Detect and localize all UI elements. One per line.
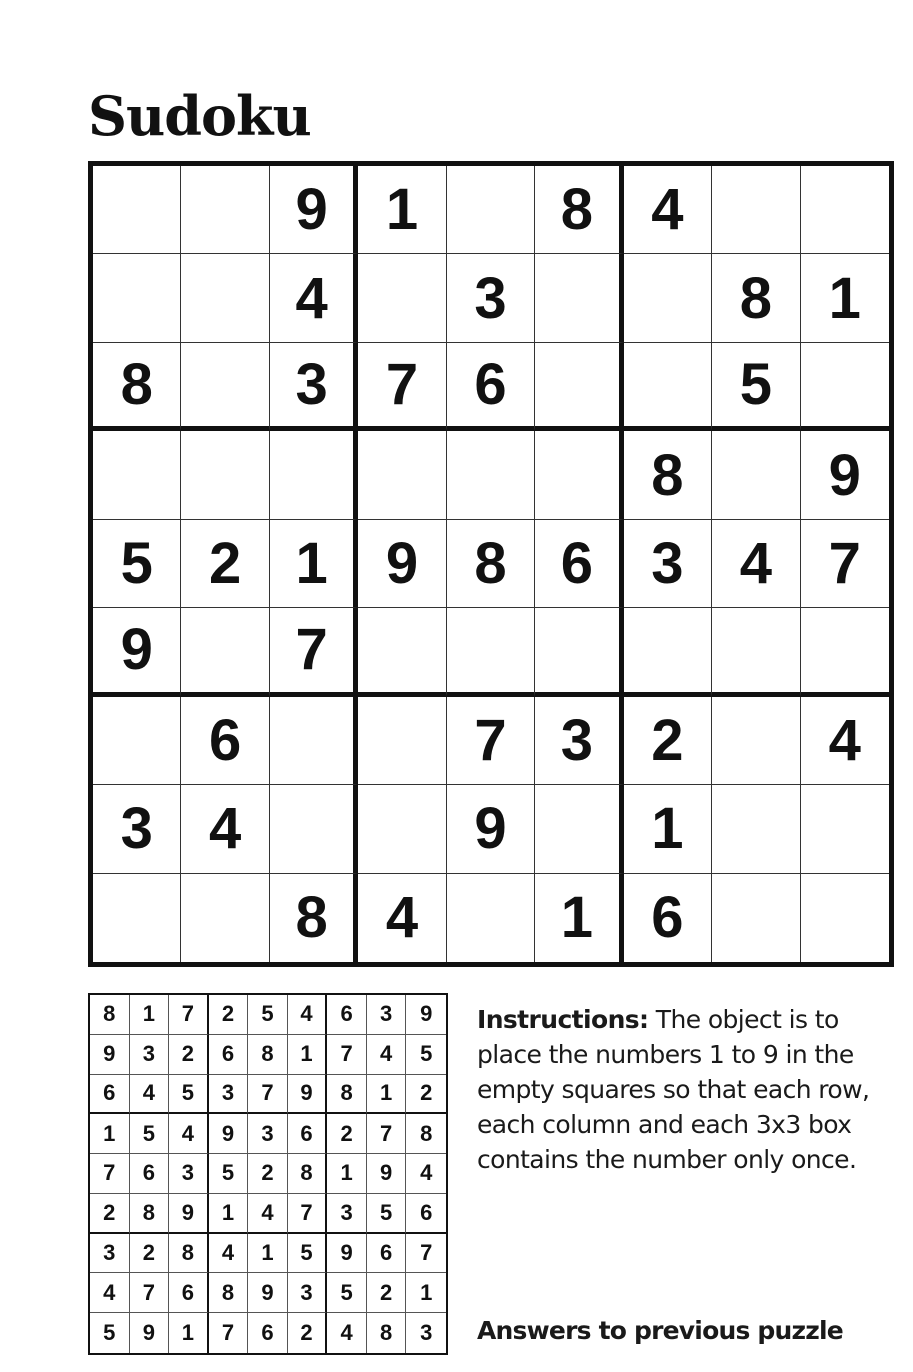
answer-cell-r3-c8: 1: [367, 1075, 407, 1115]
answer-cell-r6-c5: 4: [248, 1194, 288, 1234]
puzzle-cell-r6-c5[interactable]: [447, 608, 535, 696]
answer-cell-r7-c8: 6: [367, 1234, 407, 1274]
puzzle-cell-r9-c1[interactable]: [93, 874, 181, 962]
answer-cell-r1-c4: 2: [209, 995, 249, 1035]
answer-cell-r8-c8: 2: [367, 1273, 407, 1313]
answer-cell-r4-c2: 5: [130, 1114, 170, 1154]
instructions-label: Instructions:: [477, 1005, 649, 1034]
answer-cell-r5-c6: 8: [288, 1154, 328, 1194]
answer-cell-r8-c4: 8: [209, 1273, 249, 1313]
puzzle-cell-r1-c1[interactable]: [93, 166, 181, 254]
puzzle-cell-r1-c7: 4: [624, 166, 712, 254]
answer-cell-r9-c8: 8: [367, 1313, 407, 1353]
puzzle-cell-r4-c3[interactable]: [270, 431, 358, 519]
answer-cell-r3-c1: 6: [90, 1075, 130, 1115]
answer-cell-r6-c4: 1: [209, 1194, 249, 1234]
answer-cell-r4-c6: 6: [288, 1114, 328, 1154]
answer-cell-r7-c2: 2: [130, 1234, 170, 1274]
puzzle-cell-r7-c8[interactable]: [712, 697, 800, 785]
answer-cell-r3-c7: 8: [327, 1075, 367, 1115]
answer-cell-r8-c3: 6: [169, 1273, 209, 1313]
answer-cell-r7-c1: 3: [90, 1234, 130, 1274]
answer-cell-r7-c7: 9: [327, 1234, 367, 1274]
puzzle-cell-r3-c3: 3: [270, 343, 358, 431]
answer-cell-r2-c7: 7: [327, 1035, 367, 1075]
puzzle-cell-r2-c8: 8: [712, 254, 800, 342]
answer-cell-r5-c5: 2: [248, 1154, 288, 1194]
puzzle-cell-r4-c1[interactable]: [93, 431, 181, 519]
puzzle-cell-r1-c4: 1: [358, 166, 446, 254]
answer-cell-r8-c6: 3: [288, 1273, 328, 1313]
puzzle-cell-r5-c8: 4: [712, 520, 800, 608]
answer-cell-r1-c7: 6: [327, 995, 367, 1035]
answer-cell-r5-c9: 4: [406, 1154, 446, 1194]
answer-cell-r4-c9: 8: [406, 1114, 446, 1154]
answer-cell-r2-c4: 6: [209, 1035, 249, 1075]
puzzle-cell-r8-c9[interactable]: [801, 785, 889, 873]
puzzle-cell-r6-c1: 9: [93, 608, 181, 696]
puzzle-cell-r3-c5: 6: [447, 343, 535, 431]
answer-cell-r1-c9: 9: [406, 995, 446, 1035]
instructions-text: The object is to place the numbers 1 to 9 in the empty squares so that each row, each column and each 3x3 box contains the number only once.: [477, 1005, 870, 1174]
puzzle-cell-r5-c9: 7: [801, 520, 889, 608]
answer-cell-r1-c1: 8: [90, 995, 130, 1035]
puzzle-cell-r8-c2: 4: [181, 785, 269, 873]
puzzle-cell-r6-c4[interactable]: [358, 608, 446, 696]
answer-cell-r9-c2: 9: [130, 1313, 170, 1353]
puzzle-cell-r9-c4: 4: [358, 874, 446, 962]
answer-cell-r6-c9: 6: [406, 1194, 446, 1234]
answer-cell-r6-c3: 9: [169, 1194, 209, 1234]
answer-cell-r9-c3: 1: [169, 1313, 209, 1353]
puzzle-cell-r6-c7[interactable]: [624, 608, 712, 696]
answer-cell-r4-c8: 7: [367, 1114, 407, 1154]
puzzle-cell-r8-c3[interactable]: [270, 785, 358, 873]
puzzle-cell-r7-c3[interactable]: [270, 697, 358, 785]
answer-cell-r7-c6: 5: [288, 1234, 328, 1274]
puzzle-cell-r4-c7: 8: [624, 431, 712, 519]
answer-cell-r1-c5: 5: [248, 995, 288, 1035]
puzzle-cell-r4-c8[interactable]: [712, 431, 800, 519]
puzzle-cell-r9-c6: 1: [535, 874, 623, 962]
puzzle-cell-r7-c1[interactable]: [93, 697, 181, 785]
answer-cell-r2-c5: 8: [248, 1035, 288, 1075]
answer-cell-r4-c5: 3: [248, 1114, 288, 1154]
puzzle-cell-r2-c7[interactable]: [624, 254, 712, 342]
puzzle-cell-r1-c2[interactable]: [181, 166, 269, 254]
puzzle-cell-r2-c3: 4: [270, 254, 358, 342]
answer-cell-r5-c2: 6: [130, 1154, 170, 1194]
puzzle-cell-r5-c4: 9: [358, 520, 446, 608]
answer-cell-r2-c2: 3: [130, 1035, 170, 1075]
puzzle-cell-r9-c9[interactable]: [801, 874, 889, 962]
answer-cell-r7-c4: 4: [209, 1234, 249, 1274]
page-title: Sudoku: [88, 84, 311, 148]
puzzle-cell-r1-c6: 8: [535, 166, 623, 254]
puzzle-cell-r6-c3: 7: [270, 608, 358, 696]
puzzle-cell-r1-c3: 9: [270, 166, 358, 254]
answer-cell-r2-c1: 9: [90, 1035, 130, 1075]
answer-cell-r1-c3: 7: [169, 995, 209, 1035]
puzzle-cell-r6-c6[interactable]: [535, 608, 623, 696]
answer-cell-r7-c9: 7: [406, 1234, 446, 1274]
answer-cell-r3-c6: 9: [288, 1075, 328, 1115]
answer-cell-r4-c3: 4: [169, 1114, 209, 1154]
answer-cell-r2-c9: 5: [406, 1035, 446, 1075]
puzzle-cell-r2-c6[interactable]: [535, 254, 623, 342]
puzzle-cell-r5-c7: 3: [624, 520, 712, 608]
puzzle-cell-r2-c4[interactable]: [358, 254, 446, 342]
puzzle-cell-r5-c3: 1: [270, 520, 358, 608]
answers-caption: Answers to previous puzzle: [477, 1316, 843, 1345]
answer-cell-r9-c4: 7: [209, 1313, 249, 1353]
answer-cell-r9-c5: 6: [248, 1313, 288, 1353]
puzzle-cell-r2-c2[interactable]: [181, 254, 269, 342]
puzzle-cell-r4-c2[interactable]: [181, 431, 269, 519]
sudoku-puzzle-grid: [88, 161, 894, 967]
puzzle-cell-r4-c5[interactable]: [447, 431, 535, 519]
answer-cell-r6-c2: 8: [130, 1194, 170, 1234]
puzzle-cell-r9-c5[interactable]: [447, 874, 535, 962]
puzzle-cell-r7-c5: 7: [447, 697, 535, 785]
answer-cell-r6-c1: 2: [90, 1194, 130, 1234]
puzzle-cell-r9-c7: 6: [624, 874, 712, 962]
answer-cell-r8-c5: 9: [248, 1273, 288, 1313]
puzzle-cell-r5-c2: 2: [181, 520, 269, 608]
puzzle-cell-r3-c2[interactable]: [181, 343, 269, 431]
answer-cell-r5-c1: 7: [90, 1154, 130, 1194]
answer-cell-r3-c5: 7: [248, 1075, 288, 1115]
puzzle-cell-r1-c8[interactable]: [712, 166, 800, 254]
puzzle-cell-r3-c7[interactable]: [624, 343, 712, 431]
answer-cell-r2-c8: 4: [367, 1035, 407, 1075]
puzzle-cell-r3-c6[interactable]: [535, 343, 623, 431]
puzzle-cell-r7-c2: 6: [181, 697, 269, 785]
puzzle-cell-r1-c5[interactable]: [447, 166, 535, 254]
puzzle-cell-r7-c9: 4: [801, 697, 889, 785]
answer-cell-r8-c1: 4: [90, 1273, 130, 1313]
answer-cell-r9-c6: 2: [288, 1313, 328, 1353]
puzzle-cell-r7-c7: 2: [624, 697, 712, 785]
puzzle-cell-r1-c9[interactable]: [801, 166, 889, 254]
answer-cell-r9-c1: 5: [90, 1313, 130, 1353]
puzzle-cell-r6-c2[interactable]: [181, 608, 269, 696]
answer-cell-r8-c9: 1: [406, 1273, 446, 1313]
answer-cell-r9-c9: 3: [420, 1320, 433, 1346]
answer-cell-r1-c8: 3: [367, 995, 407, 1035]
answer-cell-r3-c9: 2: [406, 1075, 446, 1115]
instructions: [477, 1002, 887, 1177]
answer-cell-r3-c4: 3: [209, 1075, 249, 1115]
answer-cell-r8-c2: 7: [130, 1273, 170, 1313]
puzzle-cell-r4-c6[interactable]: [535, 431, 623, 519]
answer-cell-r7-c5: 1: [248, 1234, 288, 1274]
puzzle-cell-r4-c4[interactable]: [358, 431, 446, 519]
answer-cell-r1-c2: 1: [130, 995, 170, 1035]
puzzle-cell-r3-c4: 7: [358, 343, 446, 431]
answer-cell-r6-c8: 5: [367, 1194, 407, 1234]
puzzle-cell-r3-c1: 8: [93, 343, 181, 431]
answer-cell-r7-c3: 8: [169, 1234, 209, 1274]
puzzle-cell-r8-c4[interactable]: [358, 785, 446, 873]
answer-cell-r8-c7: 5: [327, 1273, 367, 1313]
puzzle-cell-r8-c5: 9: [447, 785, 535, 873]
puzzle-cell-r7-c4[interactable]: [358, 697, 446, 785]
puzzle-cell-r2-c5: 3: [447, 254, 535, 342]
answer-cell-r2-c3: 2: [169, 1035, 209, 1075]
answer-cell-r4-c4: 9: [209, 1114, 249, 1154]
answer-cell-r4-c7: 2: [327, 1114, 367, 1154]
answer-cell-r9-c7: 4: [327, 1313, 367, 1353]
puzzle-cell-r3-c9[interactable]: [801, 343, 889, 431]
answer-cell-r6-c7: 3: [327, 1194, 367, 1234]
answer-cell-r4-c1: 1: [90, 1114, 130, 1154]
previous-answers-grid: [88, 993, 448, 1355]
puzzle-cell-r7-c6: 3: [535, 697, 623, 785]
puzzle-cell-r9-c2[interactable]: [181, 874, 269, 962]
puzzle-cell-r9-c3: 8: [270, 874, 358, 962]
puzzle-cell-r3-c8: 5: [712, 343, 800, 431]
puzzle-cell-r4-c9: 9: [801, 431, 889, 519]
puzzle-cell-r2-c1[interactable]: [93, 254, 181, 342]
answer-cell-r5-c8: 9: [367, 1154, 407, 1194]
puzzle-cell-r5-c5: 8: [447, 520, 535, 608]
answer-cell-r5-c3: 3: [169, 1154, 209, 1194]
puzzle-cell-r8-c7: 1: [624, 785, 712, 873]
puzzle-cell-r5-c6: 6: [535, 520, 623, 608]
answer-cell-r3-c3: 5: [169, 1075, 209, 1115]
answer-cell-r6-c6: 7: [288, 1194, 328, 1234]
puzzle-cell-r8-c8[interactable]: [712, 785, 800, 873]
puzzle-cell-r5-c1: 5: [93, 520, 181, 608]
puzzle-cell-r8-c6[interactable]: [535, 785, 623, 873]
puzzle-cell-r8-c1: 3: [93, 785, 181, 873]
answer-cell-r2-c6: 1: [288, 1035, 328, 1075]
puzzle-cell-r2-c9: 1: [801, 254, 889, 342]
puzzle-cell-r9-c8[interactable]: [712, 874, 800, 962]
answer-cell-r1-c6: 4: [288, 995, 328, 1035]
answer-cell-r5-c4: 5: [209, 1154, 249, 1194]
answer-cell-r5-c7: 1: [327, 1154, 367, 1194]
answer-cell-r3-c2: 4: [130, 1075, 170, 1115]
puzzle-cell-r6-c8[interactable]: [712, 608, 800, 696]
puzzle-cell-r6-c9[interactable]: [801, 608, 889, 696]
